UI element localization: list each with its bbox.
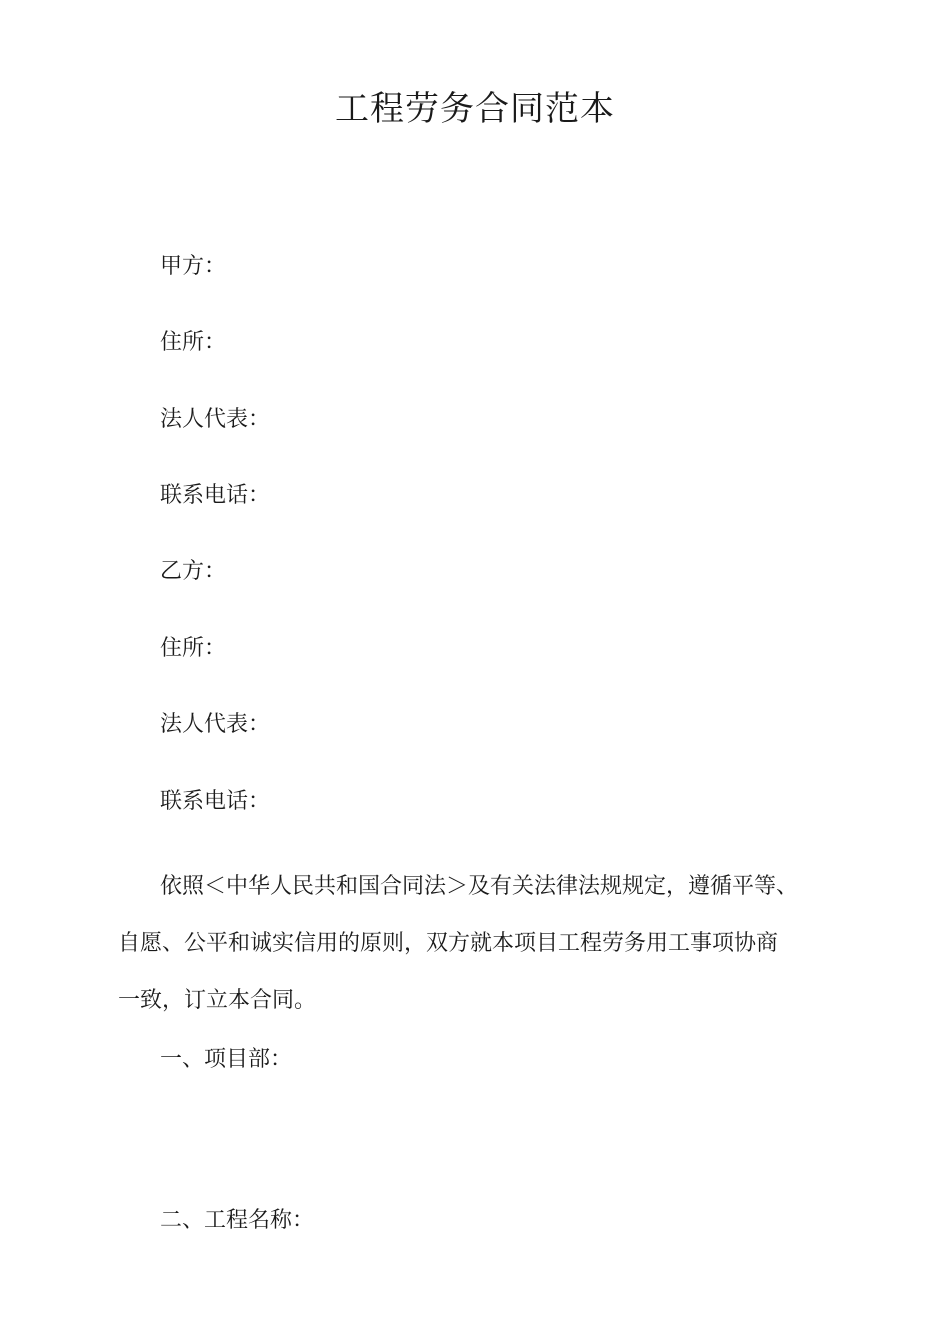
party-b-address-label: 住所：	[160, 636, 227, 661]
preamble-line-3: 一致，订立本合同。	[118, 988, 317, 1013]
party-a-phone-label: 联系电话：	[160, 483, 271, 508]
preamble-line-2: 自愿、公平和诚实信用的原则，双方就本项目工程劳务用工事项协商	[118, 931, 779, 956]
party-b-name-label: 乙方：	[160, 559, 227, 584]
section-heading-project-name: 二、工程名称：	[160, 1208, 315, 1233]
section-heading-project-dept: 一、项目部：	[160, 1047, 293, 1072]
preamble-paragraph	[118, 858, 848, 1029]
party-a-legal-rep-label: 法人代表：	[160, 407, 271, 432]
party-b-legal-rep-label: 法人代表：	[160, 712, 271, 737]
preamble-line-1: 依照＜中华人民共和国合同法＞及有关法律法规规定，遵循平等、	[160, 874, 799, 899]
party-a-name-label: 甲方：	[160, 254, 227, 279]
document-title: 工程劳务合同范本	[335, 89, 615, 129]
party-b-phone-label: 联系电话：	[160, 789, 271, 814]
party-a-address-label: 住所：	[160, 330, 227, 355]
